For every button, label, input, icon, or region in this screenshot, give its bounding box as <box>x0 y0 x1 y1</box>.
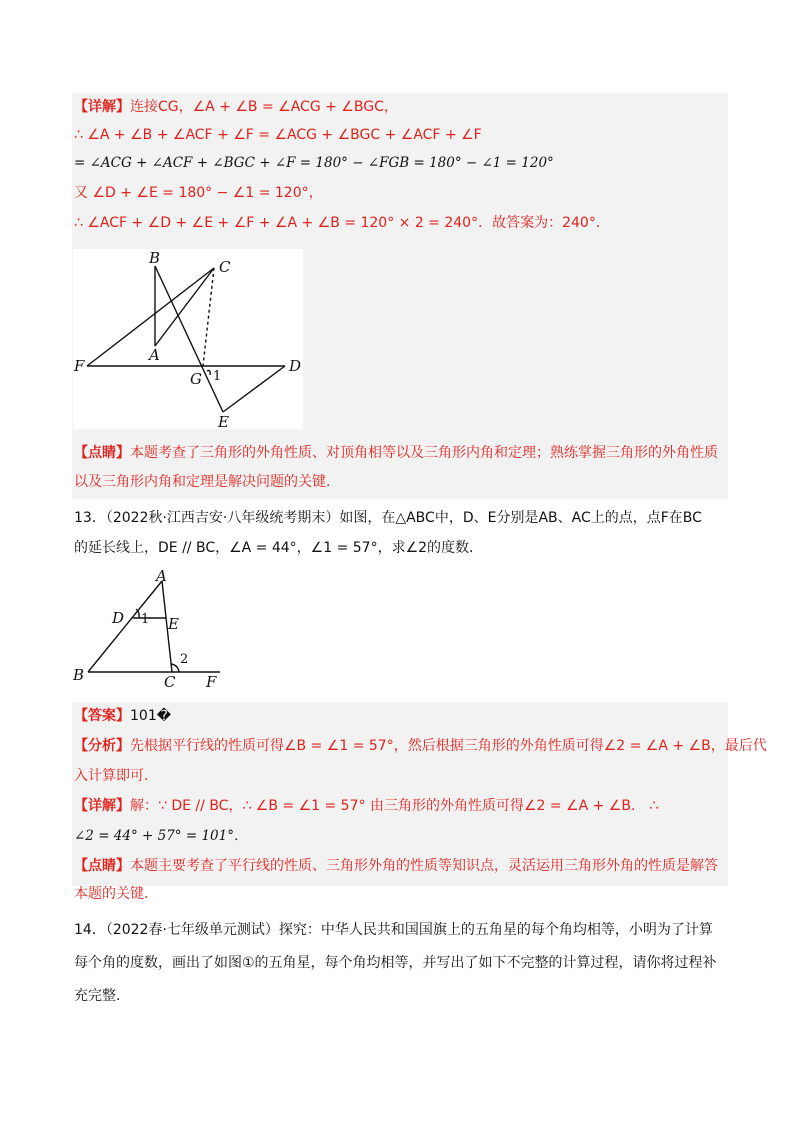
label-E: E <box>218 413 229 429</box>
q13-comment-text: 本题主要考查了平行线的性质、三角形外角的性质等知识点，灵活运用三角形外角的性质是解答 <box>130 858 718 874</box>
q13-detail-text: 解：∵ DE // BC，∴ ∠B = ∠1 = 57° 由三角形的外角性质可得∠2 = ∠A + ∠B． ∴ <box>130 798 659 814</box>
label-angle-1: 1 <box>141 612 150 627</box>
q13-comment-line2: 本题的关键. <box>74 886 149 902</box>
q13-analysis-line2: 入计算即可. <box>74 768 149 784</box>
label-D: D <box>112 609 125 627</box>
analysis-tag: 【分析】 <box>74 738 130 754</box>
detail-tag: 【详解】 <box>74 798 130 814</box>
q13-detail-line2: ∠2 = 44° + 57° = 101°． <box>74 828 248 844</box>
q12-detail-line4: 又 ∠D + ∠E = 180° − ∠1 = 120°， <box>74 185 323 201</box>
q13-analysis-text: 先根据平行线的性质可得∠B = ∠1 = 57°，然后根据三角形的外角性质可得∠2 = ∠A + ∠B，最后代 <box>130 738 767 754</box>
label-A: A <box>156 568 167 585</box>
q13-answer-line <box>74 706 171 726</box>
q13-stem-line1: 13．（2022秋·江西吉安·八年级统考期末）如图，在△ABC中，D、E分别是AB、AC上的点，点F在BC <box>74 510 702 526</box>
label-F: F <box>74 357 85 375</box>
label-B: B <box>149 249 161 267</box>
q12-comment-line1 <box>74 443 718 463</box>
q12-comment-text: 本题考查了三角形的外角性质、对顶角相等以及三角形内角和定理；熟练掌握三角形的外角性质 <box>130 445 718 461</box>
q12-conclusion-text: ．故答案为：240°． <box>478 215 610 231</box>
q13-triangle-diagram <box>72 568 232 690</box>
q12-conclusion-math: ∴ ∠ACF + ∠D + ∠E + ∠F + ∠A + ∠B = 120° × 2 = 240° <box>74 215 479 231</box>
q12-detail-line1 <box>74 97 398 117</box>
label-B: B <box>73 666 85 684</box>
q12-detail-line2: ∴ ∠A + ∠B + ∠ACF + ∠F = ∠ACG + ∠BGC + ∠ACF + ∠F <box>74 127 482 143</box>
label-angle-2: 2 <box>180 652 189 667</box>
segment-CG-dashed <box>203 268 214 366</box>
q12-geometry-diagram <box>73 249 303 429</box>
q12-comment-line2: 以及三角形内角和定理是解决问题的关键. <box>74 474 331 490</box>
answer-tag: 【答案】 <box>74 708 130 724</box>
label-C: C <box>219 258 231 276</box>
label-E: E <box>168 615 179 633</box>
q13-figure <box>72 568 232 690</box>
q13-analysis-line1 <box>74 736 767 756</box>
q13-detail-line1 <box>74 796 658 816</box>
label-F: F <box>206 673 217 690</box>
q14-line1: 14．（2022春·七年级单元测试）探究：中华人民共和国国旗上的五角星的每个角均相等，小明为了计算 <box>74 922 713 938</box>
label-G: G <box>190 370 202 388</box>
label-angle-1: 1 <box>213 369 222 384</box>
q12-figure <box>73 249 303 429</box>
detail-tag: 【详解】 <box>74 99 130 115</box>
q12-detail-line5 <box>74 213 610 233</box>
q13-comment-line1 <box>74 856 718 876</box>
label-C: C <box>164 673 176 690</box>
segment-DE <box>223 366 285 412</box>
q13-stem-line2: 的延长线上，DE // BC，∠A = 44°，∠1 = 57°，求∠2的度数． <box>74 540 484 556</box>
comment-tag: 【点睛】 <box>74 858 130 874</box>
q13-answer-value: 101� <box>130 708 172 724</box>
q12-detail-text: 连接CG，∠A + ∠B = ∠ACG + ∠BGC， <box>130 99 398 115</box>
label-D: D <box>289 357 302 375</box>
angle-1-arc <box>207 371 210 376</box>
comment-tag: 【点睛】 <box>74 445 130 461</box>
q14-line2: 每个角的度数，画出了如图①的五角星，每个角均相等，并写出了如下不完整的计算过程，请你将过程补 <box>74 955 717 971</box>
q14-line3: 充完整. <box>74 988 121 1004</box>
q12-detail-line3: = ∠ACG + ∠ACF + ∠BGC + ∠F = 180° − ∠FGB = 180° − ∠1 = 120° <box>74 155 554 171</box>
label-A: A <box>149 346 160 364</box>
segment-AB <box>88 581 162 672</box>
